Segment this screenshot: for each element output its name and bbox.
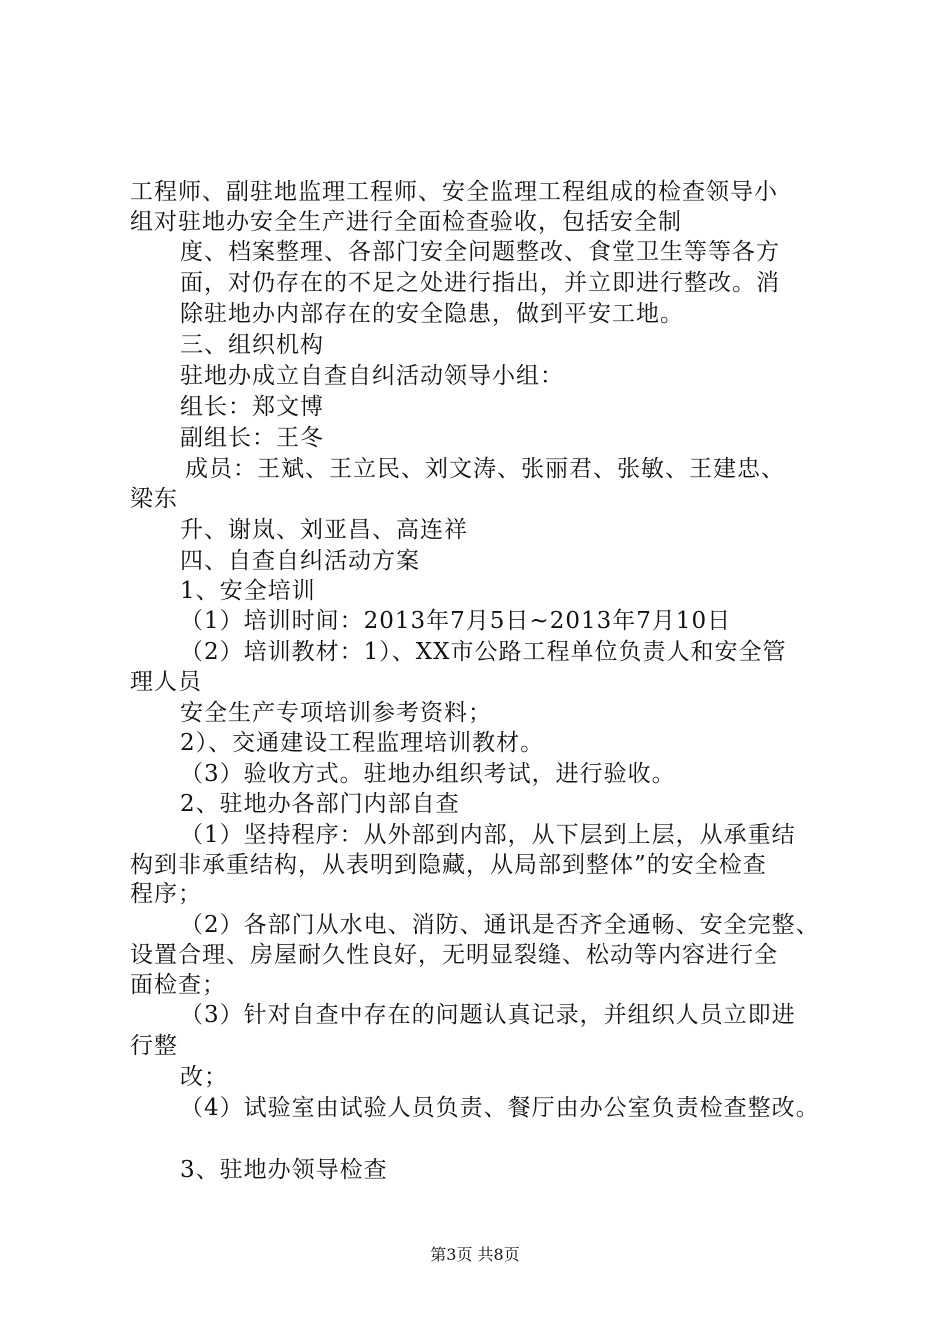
text-line: （1）培训时间：2013年7月5日~2013年7月10日 <box>180 608 732 634</box>
text-line: 改； <box>180 1064 228 1090</box>
text-line: （2）各部门从水电、消防、通讯是否齐全通畅、安全完整、 <box>180 912 820 938</box>
text-line: 理人员 <box>130 669 202 695</box>
page-footer: 第3页 共8页 <box>430 1245 520 1264</box>
text-line: 组长：郑文博 <box>180 394 324 420</box>
text-line: 面检查； <box>130 972 226 998</box>
text-line: （4）试验室由试验人员负责、餐厅由办公室负责检查整改。 <box>180 1095 820 1121</box>
text-line: 构到非承重结构，从表明到隐藏，从局部到整体”的安全检查 <box>130 852 767 878</box>
text-line: （2）培训教材：1）、XX市公路工程单位负责人和安全管 <box>180 639 787 665</box>
text-line: 安全生产专项培训参考资料； <box>180 700 492 726</box>
section-heading: 四、自查自纠活动方案 <box>180 548 420 574</box>
text-line: 程序； <box>130 881 202 907</box>
text-line: 升、谢岚、刘亚昌、高连祥 <box>180 517 468 543</box>
text-line: 设置合理、房屋耐久性良好，无明显裂缝、松动等内容进行全 <box>130 942 778 968</box>
text-line: 面，对仍存在的不足之处进行指出，并立即进行整改。消 <box>180 270 780 296</box>
subsection-heading: 1、安全培训 <box>180 578 316 604</box>
text-line: （1）坚持程序：从外部到内部，从下层到上层，从承重结 <box>180 822 796 848</box>
text-line: （3）针对自查中存在的问题认真记录，并组织人员立即进 <box>180 1002 796 1028</box>
text-line: 2）、交通建设工程监理培训教材。 <box>180 730 545 756</box>
text-line: 度、档案整理、各部门安全问题整改、食堂卫生等等各方 <box>180 239 780 265</box>
text-line: 除驻地办内部存在的安全隐患，做到平安工地。 <box>180 301 684 327</box>
text-line: 成员：王斌、王立民、刘文涛、张丽君、张敏、王建忠、 <box>185 456 785 482</box>
text-line: 工程师、副驻地监理工程师、安全监理工程组成的检查领导小 <box>130 179 778 205</box>
subsection-heading: 3、驻地办领导检查 <box>180 1157 388 1183</box>
subsection-heading: 2、驻地办各部门内部自查 <box>180 791 460 817</box>
text-line: 行整 <box>130 1033 178 1059</box>
text-line: 副组长：王冬 <box>180 425 324 451</box>
text-line: 驻地办成立自查自纠活动领导小组： <box>180 363 564 389</box>
text-line: 梁东 <box>130 486 178 512</box>
section-heading: 三、组织机构 <box>180 332 324 358</box>
text-line: 组对驻地办安全生产进行全面检查验收，包括安全制 <box>130 209 682 235</box>
text-line: （3）验收方式。驻地办组织考试，进行验收。 <box>180 761 676 787</box>
